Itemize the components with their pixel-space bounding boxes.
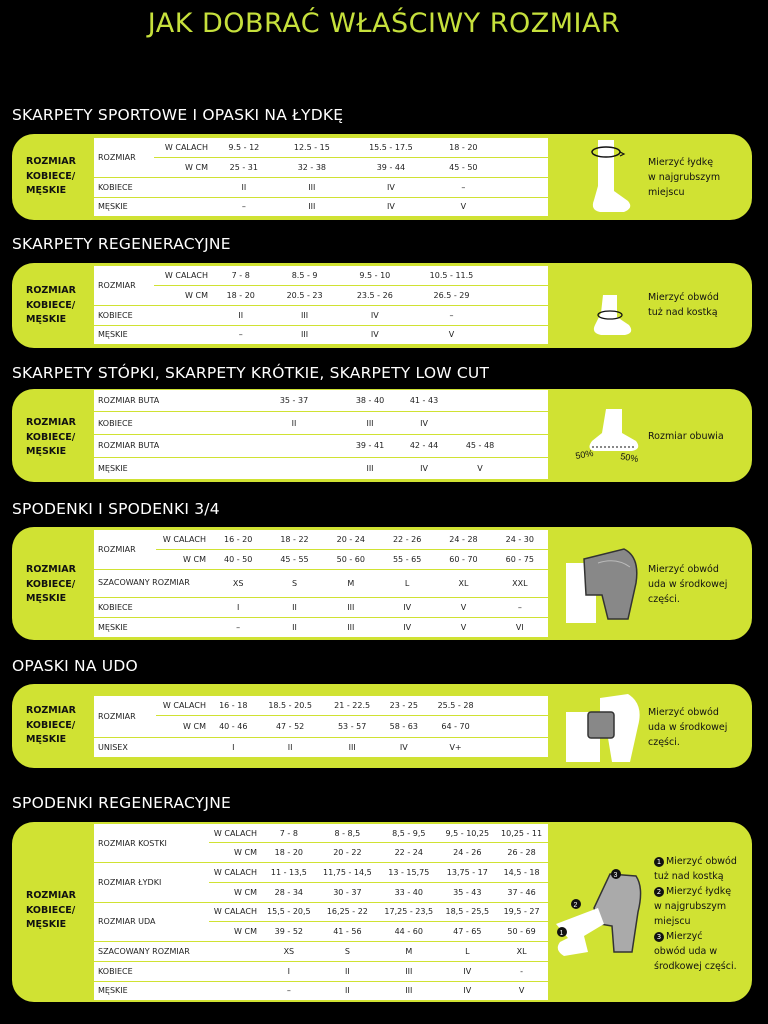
- section-heading-socks: SKARPETY SPORTOWE I OPASKI NA ŁYDKĘ: [12, 106, 344, 124]
- sock-calf-illustration: [580, 136, 650, 218]
- row-label: ROZMIAR KOBIECE/ MĘSKIE: [26, 156, 76, 196]
- table-row: MĘSKIE – III IV V: [98, 202, 467, 212]
- measure-notes: [654, 854, 754, 974]
- table: [94, 266, 548, 344]
- panel-socks: [12, 134, 752, 220]
- panel-thigh-sleeves: [12, 684, 752, 768]
- size-table: [94, 138, 548, 216]
- table: [94, 138, 548, 216]
- svg-text:2: 2: [573, 902, 578, 909]
- table-row: W CM 18 - 20 20 - 22 22 - 24 24 - 26 26 - 28: [94, 843, 548, 863]
- measure-note: Mierzyć łydkę w najgrubszym miejscu: [648, 157, 721, 198]
- table-row: W CM 40 - 50 45 - 55 50 - 60 55 - 65 60 - 70 60 - 75: [94, 549, 548, 569]
- pct-right-label: 50%: [619, 451, 640, 465]
- measure-note: Mierzyć obwód tuż nad kostką: [648, 292, 719, 318]
- panel-recovery-socks: [12, 263, 752, 348]
- table-row: KOBIECE I II III IV -: [94, 961, 548, 981]
- number-2-icon: 2: [654, 887, 664, 897]
- row-label: ROZMIAR KOBIECE/ MĘSKIE: [26, 890, 76, 930]
- number-1-icon: 1: [654, 857, 664, 867]
- section-heading-recovery-shorts: SPODENKI REGENERACYJNE: [12, 794, 231, 812]
- table-row: MĘSKIE – II III IV V VI: [98, 623, 524, 633]
- panel-recovery-shorts: [12, 822, 752, 1002]
- table-row: ROZMIAR W CALACH 7 - 8 8.5 - 9 9.5 - 10 10.5 - 11.5: [94, 266, 548, 285]
- thigh-sleeve-illustration: [564, 690, 646, 766]
- number-3-icon: 3: [654, 932, 664, 942]
- table-row: W CM 40 - 46 47 - 52 53 - 57 58 - 63 64 - 70: [94, 716, 548, 737]
- sock-ankle-illustration: [587, 283, 647, 343]
- section-heading-thigh-sleeves: OPASKI NA UDO: [12, 657, 138, 675]
- section-heading-short-socks: SKARPETY STÓPKI, SKARPETY KRÓTKIE, SKARPETY LOW CUT: [12, 364, 490, 382]
- table-row: MĘSKIE – III IV V: [98, 330, 455, 340]
- pct-left-label: 50%: [574, 447, 595, 461]
- table-row: ROZMIAR BUTA 35 - 37 38 - 40 41 - 43: [94, 390, 548, 412]
- table-row: ROZMIAR ŁYDKI W CALACH 11 - 13,5 11,75 - 14,5 13 - 15,75 13,75 - 17 14,5 - 18: [94, 863, 548, 883]
- table-row: SZACOWANY ROZMIAR XS S M L XL XXL: [94, 569, 548, 597]
- row-label: ROZMIAR KOBIECE/ MĘSKIE: [26, 564, 76, 604]
- size-table: [94, 266, 548, 344]
- table-row: ROZMIAR W CALACH 9.5 - 12 12.5 - 15 15.5 - 17.5 18 - 20: [94, 138, 548, 157]
- leg-illustration: [554, 864, 646, 960]
- table-row: ROZMIAR W CALACH 16 - 18 18.5 - 20.5 21 - 22.5 23 - 25 25.5 - 28: [94, 696, 548, 716]
- shorts-illustration: [564, 543, 646, 623]
- measure-note: Mierzyć obwód uda w środkowej części.: [648, 564, 728, 605]
- svg-text:3: 3: [613, 872, 618, 879]
- table: [94, 824, 548, 1000]
- panel-short-socks: [12, 389, 752, 482]
- table-row: ROZMIAR BUTA 39 - 41 42 - 44 45 - 48: [94, 434, 548, 457]
- table-row: KOBIECE I II III IV V –: [94, 597, 548, 617]
- note-2: 2 Mierzyć łydkę w najgrubszym miejscu: [654, 886, 732, 927]
- note-1: 1 Mierzyć obwód tuż nad kostką: [654, 856, 737, 882]
- size-table: [94, 530, 548, 637]
- page-title: JAK DOBRAĆ WŁAŚCIWY ROZMIAR: [147, 8, 621, 39]
- table-row: SZACOWANY ROZMIAR XS S M L XL: [94, 942, 548, 962]
- row-label: ROZMIAR KOBIECE/ MĘSKIE: [26, 417, 76, 457]
- section-heading-recovery-socks: SKARPETY REGENERACYJNE: [12, 235, 231, 253]
- measure-note: Rozmiar obuwia: [648, 431, 724, 442]
- table: [94, 390, 548, 479]
- panel-shorts: [12, 527, 752, 640]
- table-row: W CM 18 - 20 20.5 - 23 23.5 - 26 26.5 - 29: [94, 285, 548, 305]
- table-row: ROZMIAR KOSTKI W CALACH 7 - 8 8 - 8,5 8,5 - 9,5 9,5 - 10,25 10,25 - 11: [94, 824, 548, 843]
- table-row: W CM 25 - 31 32 - 38 39 - 44 45 - 50: [94, 157, 548, 177]
- row-label: ROZMIAR KOBIECE/ MĘSKIE: [26, 705, 76, 745]
- table-row: W CM 28 - 34 30 - 37 33 - 40 35 - 43 37 - 46: [94, 882, 548, 902]
- measure-note: Mierzyć obwód uda w środkowej części.: [648, 707, 728, 748]
- note-3: 3 Mierzyć obwód uda w środkowej części.: [654, 931, 737, 972]
- size-table: [94, 696, 548, 757]
- table-row: MĘSKIE – II III IV V: [98, 986, 525, 996]
- table-row: KOBIECE II III IV –: [94, 177, 548, 197]
- svg-text:1: 1: [559, 930, 564, 937]
- table-row: KOBIECE II III IV –: [94, 305, 548, 325]
- table-row: UNISEX I II III IV V+: [98, 742, 462, 752]
- table-row: ROZMIAR UDA W CALACH 15,5 - 20,5 16,25 - 22 17,25 - 23,5 18,5 - 25,5 19,5 - 27: [94, 902, 548, 922]
- table-row: MĘSKIE III IV V: [98, 463, 483, 473]
- table: [94, 530, 548, 637]
- table-row: KOBIECE II III IV: [94, 412, 548, 435]
- row-label: ROZMIAR KOBIECE/ MĘSKIE: [26, 285, 76, 325]
- table: [94, 696, 548, 757]
- size-table: [94, 824, 548, 1000]
- sock-foot-illustration: [572, 403, 652, 477]
- size-table: [94, 390, 548, 479]
- section-heading-shorts: SPODENKI I SPODENKI 3/4: [12, 500, 220, 518]
- table-row: W CM 39 - 52 41 - 56 44 - 60 47 - 65 50 - 69: [94, 922, 548, 942]
- table-row: ROZMIAR W CALACH 16 - 20 18 - 22 20 - 24 22 - 26 24 - 28 24 - 30: [94, 530, 548, 549]
